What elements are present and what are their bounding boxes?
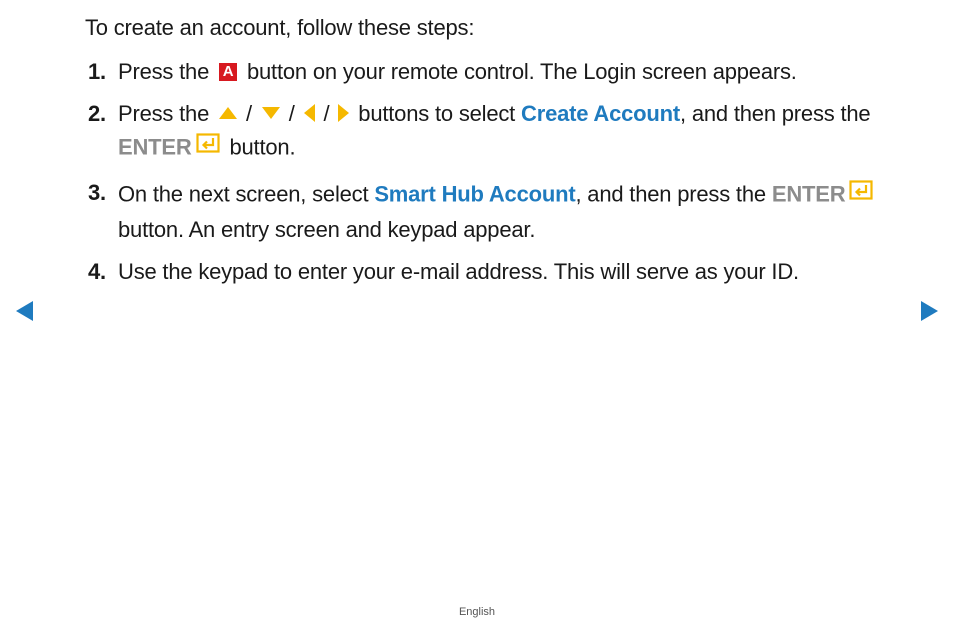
step-text: button on your remote control. The Login screen appears.	[246, 59, 797, 84]
step-1	[85, 56, 915, 88]
steps-list	[85, 56, 915, 298]
create-account-link: Create Account	[521, 101, 680, 126]
step-text: buttons to select	[358, 101, 516, 126]
step-3	[85, 177, 915, 246]
step-text: Press the	[118, 59, 210, 84]
next-page-icon[interactable]	[921, 301, 938, 321]
step-number: 4.	[88, 259, 106, 284]
smart-hub-account-link: Smart Hub Account	[374, 181, 576, 207]
language-footer: English	[458, 606, 496, 618]
enter-icon	[196, 130, 220, 162]
step-text: On the next screen, select	[118, 181, 369, 207]
separator: /	[288, 101, 295, 126]
step-text: , and then press the	[680, 101, 871, 126]
separator: /	[323, 101, 330, 126]
prev-page-icon[interactable]	[16, 301, 33, 321]
down-arrow-icon	[262, 107, 280, 119]
step-number: 1.	[88, 59, 106, 84]
step-text: , and then press the	[575, 181, 766, 207]
instructions-intro: To create an account, follow these steps:	[85, 15, 475, 40]
enter-label: ENTER	[771, 181, 846, 207]
left-arrow-icon	[304, 104, 315, 122]
step-4	[85, 256, 915, 288]
step-text: button.	[229, 134, 296, 160]
step-number: 3.	[88, 180, 106, 205]
step-text: Use the keypad to enter your e-mail address. This will serve as your ID.	[118, 259, 799, 284]
step-text: button. An entry screen and keypad appear.	[118, 217, 536, 242]
enter-label: ENTER	[118, 134, 192, 160]
step-number: 2.	[88, 101, 106, 126]
step-text: Press the	[118, 101, 210, 126]
right-arrow-icon	[338, 104, 349, 122]
up-arrow-icon	[219, 107, 237, 119]
red-a-button-icon: A	[219, 63, 237, 81]
enter-icon	[849, 177, 873, 209]
separator: /	[245, 101, 252, 126]
step-2	[85, 98, 915, 167]
